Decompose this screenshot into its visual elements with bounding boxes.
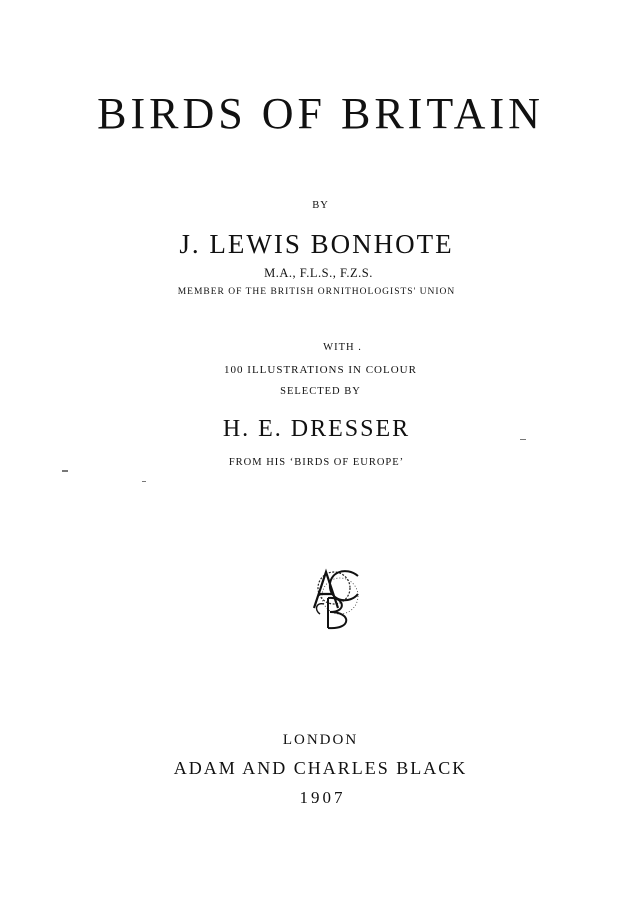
publisher-monogram-icon — [300, 562, 372, 632]
paper-speck — [62, 470, 68, 472]
paper-speck — [520, 439, 526, 440]
paper-speck — [142, 481, 146, 482]
illustrations-line: 100 ILLUSTRATIONS IN COLOUR — [224, 364, 417, 376]
selected-by-line: SELECTED BY — [280, 386, 361, 397]
by-line: BY — [312, 200, 329, 211]
with-line: WITH . — [323, 342, 362, 353]
publication-year: 1907 — [299, 788, 346, 807]
illustrator-name: H. E. DRESSER — [222, 416, 411, 442]
publication-city: LONDON — [282, 732, 359, 748]
author-membership: MEMBER OF THE BRITISH ORNITHOLOGISTS' UNION — [177, 287, 456, 297]
publisher-name: ADAM AND CHARLES BLACK — [173, 758, 468, 778]
author-name: J. LEWIS BONHOTE — [179, 229, 454, 259]
author-degrees: M.A., F.L.S., F.Z.S. — [264, 266, 373, 280]
book-title: BIRDS OF BRITAIN — [97, 89, 544, 138]
source-line: FROM HIS ‘BIRDS OF EUROPE’ — [228, 457, 405, 468]
